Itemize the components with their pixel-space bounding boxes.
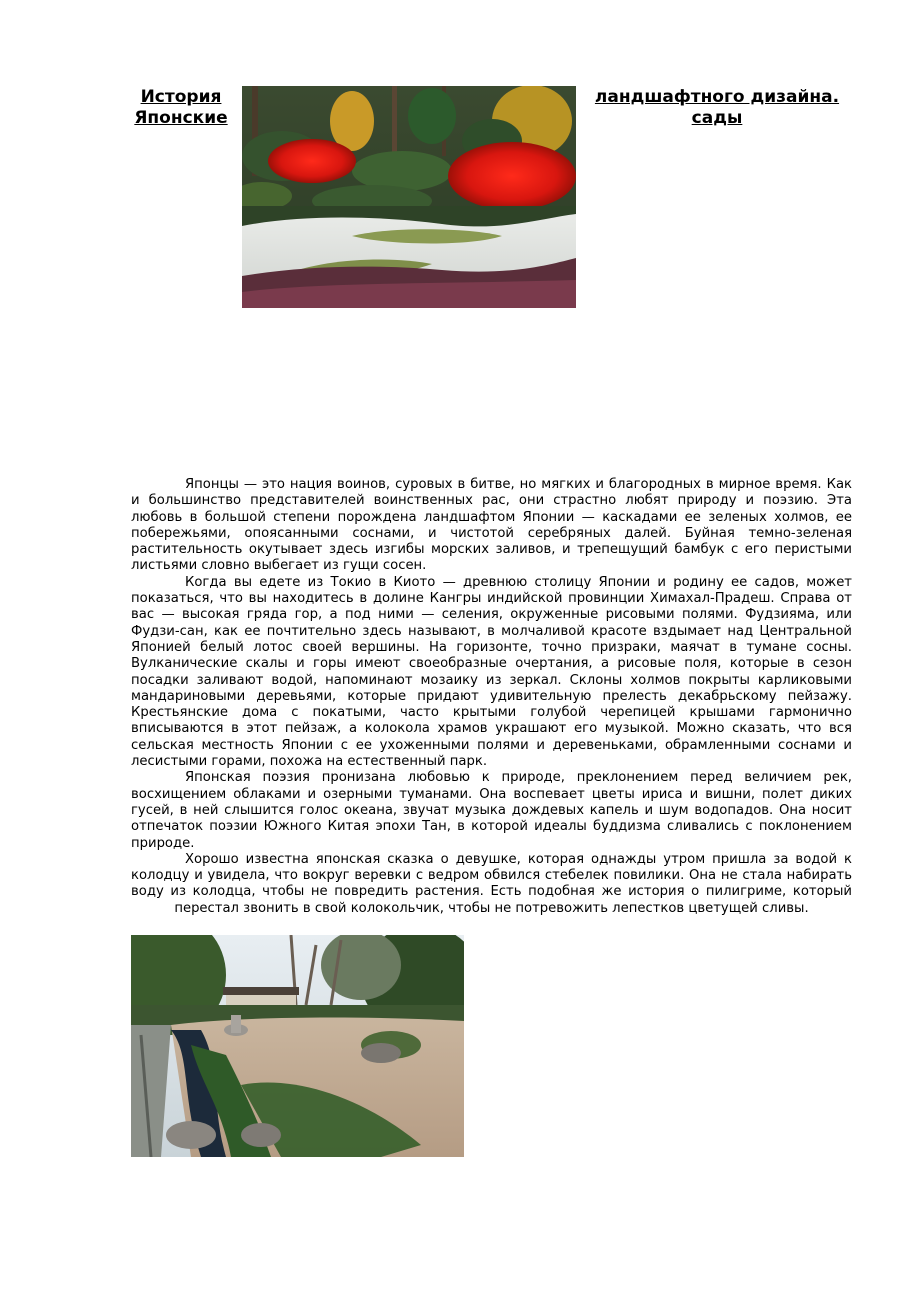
title-left-line1: История: [140, 87, 222, 107]
title-left: [126, 87, 236, 129]
title-right: [592, 87, 842, 129]
title-right-line2: сады: [691, 108, 743, 128]
article-body: [131, 477, 852, 917]
paragraph-1: Японцы — это нация воинов, суровых в битве, но мягких и благородных в мирное время. Как и большинство представителей воинственных рас, они страстно любят природу и поэзию. Эта любовь в большой степени порождена ландшафтом Японии — каскадами ее зеленых холмов, ее побережьями, опоясанными соснами, и чистотой серебряных далей. Буйная темно-зеленая растительность окутывает здесь изгибы морских заливов, и трепещущий бамбук с его перистыми листьями словно выбегает из гущи сосен.: [131, 477, 852, 574]
paragraph-3: Японская поэзия пронизана любовью к природе, преклонением перед величием рек, восхищением облаками и озерными туманами. Она воспевает цветы ириса и вишни, полет диких гусей, в ней слышится голос океана, звучат музыка дождевых капель и шум водопадов. Она носит отпечаток поэзии Южного Китая эпохи Тан, в которой идеалы буддизма сливались с поклонением природе.: [131, 770, 852, 851]
paragraph-4: Хорошо известна японская сказка о девушке, которая однажды утром пришла за водой к колодцу и увидела, что вокруг веревки с ведром обвился стебелек повилики. Она не стала набирать воду из колодца, чтобы не повредить растения. Есть подобная же история о пилигриме, который перестал звонить в свой колокольчик, чтобы не потревожить лепестков цветущей сливы.: [131, 851, 852, 916]
paragraph-2: Когда вы едете из Токио в Киото — древнюю столицу Японии и родину ее садов, может показаться, что вы находитесь в долине Кангры индийской провинции Химахал-Прадеш. Справа от вас — высокая гряда гор, а под ними — селения, окруженные рисовыми полями. Фудзияма, или Фудзи-сан, как ее почтительно здесь называют, в молчаливой красоте вздымает над Центральной Японией белый лотос своей вершины. На горизонте, точно призраки, маячат в тумане сосны. Вулканические скалы и горы имеют своеобразные очертания, а рисовые поля, которые в сезон посадки заливают водой, напоминают мозаику из зеркал. Склоны холмов покрыты карликовыми мандариновыми деревьями, которые придают удивительную прелесть декабрьскому пейзажу. Крестьянские дома с покатыми, часто крытыми голубой черепицей крышами гармонично вписываются в этот пейзаж, а колокола храмов украшают его музыкой. Можно сказать, что вся сельская местность Японии с ее ухоженными полями и деревеньками, обрамленными соснами и лесистыми горами, похожа на естественный парк.: [131, 574, 852, 770]
title-left-line2: Японские: [134, 108, 228, 128]
title-right-line1: ландшафтного дизайна.: [594, 87, 840, 107]
japanese-garden-autumn-photo: [242, 86, 576, 308]
japanese-garden-stone-photo: [131, 935, 464, 1157]
